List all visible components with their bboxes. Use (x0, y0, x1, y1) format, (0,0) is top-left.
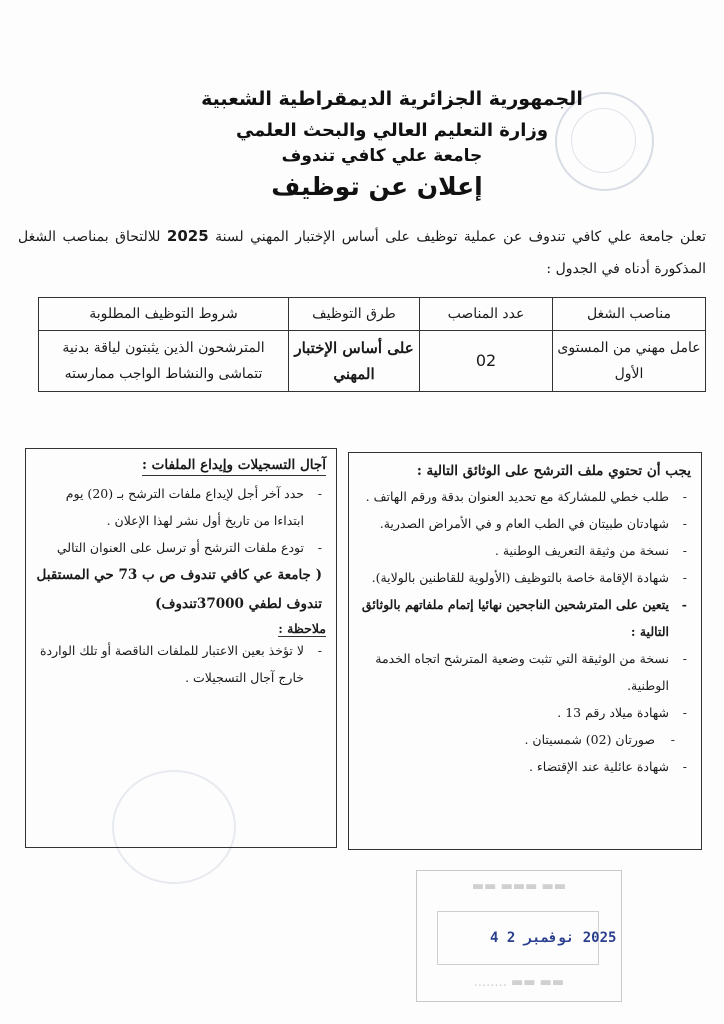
list-item: - حدد آخر أجل لإيداع ملفات الترشح بـ (20) يوم ابتداءا من تاريخ أول نشر لهذا الإعلان . (34, 480, 326, 534)
university-heading: جامعة علي كافي تندوف (281, 146, 483, 166)
ministry-heading: وزارة التعليم العالي والبحث العلمي (235, 120, 549, 141)
intro-year: 2025 (166, 227, 209, 245)
republic-heading: الجمهورية الجزائرية الديمقراطية الشعبية (201, 88, 583, 110)
submission-address: ( جامعة عي كافي تندوف ص ب 73 حي المستقبل تندوف لطفي 37000تندوف) (36, 567, 322, 612)
list-item: - لا تؤخذ بعين الاعتبار للملفات الناقصة أو تلك الواردة خارج آجال التسجيلات . (34, 637, 326, 691)
intro-text-after: للالتحاق بمناصب الشغل المذكورة أدناه في الجدول : (18, 229, 706, 277)
announcement-title: إعلان عن توظيف (271, 172, 483, 201)
list-item: - شهادتان طبيتان في الطب العام و في الأمراض الصدرية. (357, 510, 691, 537)
header-count: عدد المناصب (420, 298, 553, 331)
stamp-date: 2025 نوفمبر 2 4 (490, 930, 617, 946)
list-item: - تودع ملفات الترشح أو ترسل على العنوان التالي (34, 534, 326, 561)
table-row (39, 331, 706, 392)
header-method: طرق التوظيف (289, 298, 420, 331)
note-title: ملاحظة : (278, 621, 326, 636)
list-item: - شهادة ميلاد رقم 13 . (357, 699, 691, 726)
list-item: - نسخة من الوثيقة التي تثبت وضعية المترشح اتجاه الخدمة الوطنية. (357, 645, 691, 699)
list-item: - طلب خطي للمشاركة مع تحديد العنوان بدقة ورقم الهاتف . (357, 483, 691, 510)
deadlines-box (25, 448, 337, 848)
cell-count: 02 (420, 331, 553, 392)
cell-position: عامل مهني من المستوى الأول (553, 331, 706, 392)
deadlines-title: آجال التسجيلات وإيداع الملفات : (142, 457, 326, 476)
list-item-subheading: - يتعين على المترشحين الناجحين نهائيا إتمام ملفاتهم بالوثائق التالية : (357, 591, 691, 645)
documents-title: يجب أن تحتوي ملف الترشح على الوثائق التالية : (416, 463, 691, 479)
positions-table (38, 297, 706, 392)
list-item: - صورتان (02) شمسيتان . (357, 726, 691, 753)
table-header-row (39, 298, 706, 331)
required-documents-box (348, 452, 702, 850)
header-position: مناصب الشغل (553, 298, 706, 331)
received-stamp: ▬▬ ▬▬▬ ▬▬ ▬▬ ▬▬ ........ (416, 870, 622, 1002)
cell-method: على أساس الإختبار المهني (289, 331, 420, 392)
deadlines-list (34, 480, 326, 561)
header-conditions: شروط التوظيف المطلوبة (39, 298, 289, 331)
list-item: - شهادة الإقامة خاصة بالتوظيف (الأولوية للقاطنين بالولاية). (357, 564, 691, 591)
note-list (34, 637, 326, 691)
cell-conditions: المترشحون الذين يثبتون لياقة بدنية تتماشى والنشاط الواجب ممارسته (39, 331, 289, 392)
documents-list (357, 483, 691, 780)
list-item: - شهادة عائلية عند الإقتضاء . (357, 753, 691, 780)
list-item: - نسخة من وثيقة التعريف الوطنية . (357, 537, 691, 564)
intro-paragraph (18, 220, 706, 285)
intro-text-before: تعلن جامعة علي كافي تندوف عن عملية توظيف على أساس الإختبار المهني لسنة (215, 229, 706, 245)
